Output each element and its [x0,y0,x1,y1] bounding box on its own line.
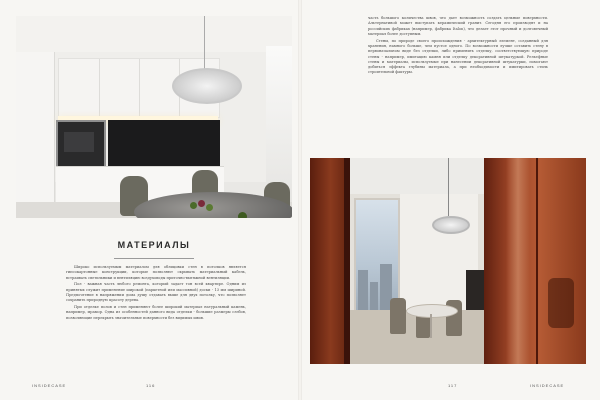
dining-room-interior [350,158,484,364]
door-reflection [506,158,530,364]
folio-right: INSIDECASE [530,383,565,388]
paragraph: Широко используемым материалом для облицовки стен в потолков является гипсокартонные конструкции, которые позволяют скрывать материальный кабель, встраивать светильники и вентиляцию воздуховоды приточно-вытяжной вентиляции. [66,265,246,280]
door-seam [536,158,538,364]
city-window [354,198,400,312]
paragraph: Стены, по природе своего происхождения - архитектурный элемент, созданный для хранения, намного больше, чем пустое одного. По возможности лучше оставить стену в первоначальном виде без отделки, либо применить отделку, соответствующую природе стены - например, имитацию камня или отделку декоративной штукатуркой. Рельефные стены и материалы, используемые при нанесении декоративной штукатурки, помогают добиться эффекта глубины материала, а при необходимости и имитировать стиль строительной фактуры. [368,38,548,75]
folio-left: INSIDECASE [32,383,67,388]
kitchen-photo [16,16,292,218]
cabinet-seam [139,59,140,117]
dining-ceiling [350,158,484,194]
pendant-lamp [432,216,470,234]
pendant-wire [204,16,205,70]
page-number-right: 117 [448,383,458,388]
kitchen-ceiling [16,16,292,56]
heading-underline [114,258,194,259]
fruit [206,204,213,211]
building [358,270,368,310]
wood-door-right [484,158,586,364]
wood-door-left [310,158,344,364]
page-number-left: 116 [146,383,156,388]
dining-room-photo [310,158,586,364]
kitchen-oven [56,120,106,168]
kitchen-tall-cabinet [16,52,55,218]
dining-chair [390,298,406,334]
building [370,282,378,310]
section-heading: МАТЕРИАЛЫ [117,240,191,250]
fruit [198,200,205,207]
left-body-text [66,265,246,322]
paragraph: При отделке полов и стен применяют более широкий материал натуральный камень, например, мрамор. Одна из особенностей данного вида отделки - большие размеры слэбов, позволяющие перекрыть значительные поверхности без видимых швов. [66,305,246,320]
chair-reflection [548,278,574,328]
right-body-text [368,16,548,77]
paragraph: Пол - важная часть любого ремонта, который задает тон всей квартире. Одним из принятых служит применение широкой (паркетной или массивной) доски - 13 мм шириной. Предпочтение в напряжении дома душу отдавать выше для двух потолку, что позволяет сохранить природную красоту дерева. [66,282,246,303]
cabinet-seam [99,59,100,117]
table-leg [430,314,432,338]
pendant-lamp [172,68,242,104]
fruit [190,202,197,209]
kitchen-black-backsplash [108,120,220,166]
page-gutter [298,0,302,400]
fruit [238,212,247,218]
round-dining-table [406,304,458,318]
paragraph: часть большого количества швов, что дает возможность создать цельные поверхности. Альтернативой может выступать керамический гранит. Сегодня его производят и на российских фабриках (например, фабрика Italon), что делает этот прочный и долговечный материал более доступным. [368,16,548,36]
pendant-wire [448,158,449,216]
